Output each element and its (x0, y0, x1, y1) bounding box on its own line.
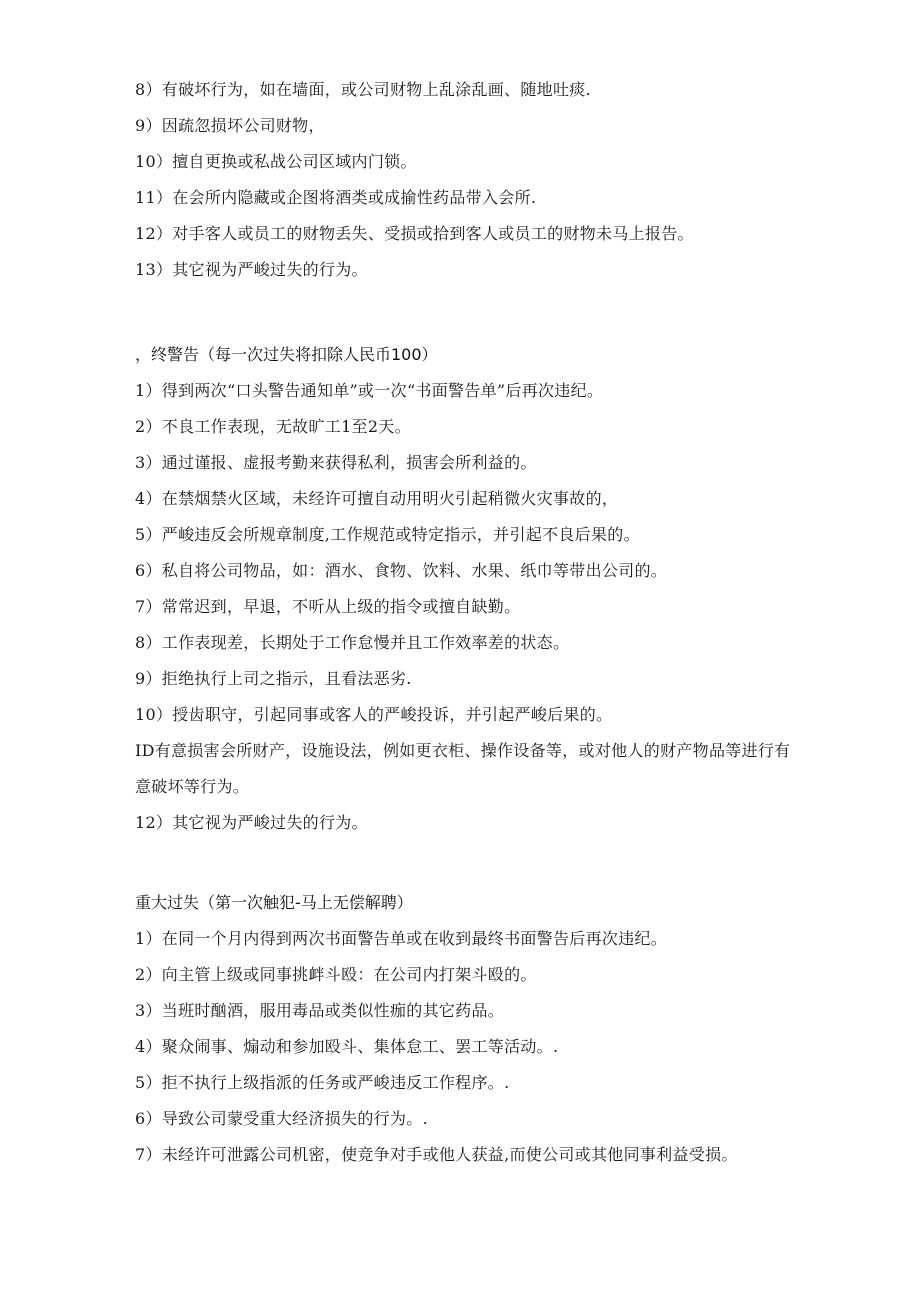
list-item: 11）在会所内隐藏或企图将酒类或成揄性药品带入会所. (135, 188, 537, 207)
list-item: 7）未经许可泄露公司机密，使竞争对手或他人获益,而使公司或其他同事利益受损。 (135, 1145, 738, 1164)
list-item: 1）在同一个月内得到两次书面警告单或在收到最终书面警告后再次违纪。 (135, 929, 668, 948)
list-item: 8）有破坏行为，如在墙面，或公司财物上乱涂乱画、随地吐痰. (135, 80, 591, 99)
list-item: 4）聚众闹事、煽动和参加殴斗、集体怠工、罢工等活动。. (135, 1037, 559, 1056)
list-item: 9）拒绝执行上司之指示，且看法恶劣. (135, 669, 412, 688)
list-item: 3）通过谨报、虚报考勤来获得私利，损害会所利益的。 (135, 453, 537, 472)
list-item: 2）向主管上级或同事挑衅斗殴：在公司内打架斗殴的。 (135, 965, 537, 984)
list-item: ID有意损害会所财产，设施设法，例如更衣柜、操作设备等，或对他人的财产物品等进行有意破坏等行为。 (135, 741, 791, 796)
list-item: 6）私自将公司物品，如：酒水、食物、饮料、水果、纸巾等带出公司的。 (135, 561, 668, 580)
list-item: 10）擅自更换或私战公司区域内门锁。 (135, 152, 417, 171)
list-item: 6）导致公司蒙受重大经济损失的行为。. (135, 1109, 428, 1128)
list-item: 12）对手客人或员工的财物丢失、受损或拾到客人或员工的财物未马上报告。 (135, 224, 694, 243)
section-heading: 重大过失（第一次触犯-马上无偿解聘） (135, 893, 413, 912)
list-item: 10）授齿职守，引起同事或客人的严峻投诉，并引起严峻后果的。 (135, 705, 613, 724)
list-item: 4）在禁烟禁火区域，未经许可擅自动用明火引起稍微火灾事故的， (135, 489, 619, 508)
list-item: 12）其它视为严峻过失的行为。 (135, 813, 368, 832)
list-item: 5）拒不执行上级指派的任务或严峻违反工作程序。. (135, 1073, 510, 1092)
section-serious-fault-continued (135, 80, 795, 296)
list-item: 9）因疏忽损坏公司财物， (135, 116, 325, 135)
list-item: 5）严峻违反会所规章制度,工作规范或特定指示，并引起不良后果的。 (135, 525, 640, 544)
section-final-warning (135, 345, 795, 849)
list-item: 1）得到两次“口头警告通知单”或一次“书面警告单”后再次违纪。 (135, 381, 604, 400)
list-item: 3）当班时酗酒，服用毒品或类似性痂的其它药品。 (135, 1001, 505, 1020)
section-major-fault (135, 893, 795, 1181)
list-item: 2）不良工作表现，无故旷工1至2天。 (135, 417, 411, 436)
list-item: 7）常常迟到，早退，不听从上级的指令或擅自缺勤。 (135, 597, 521, 616)
list-item: 13）其它视为严峻过失的行为。 (135, 260, 368, 279)
list-item: 8）工作表现差，长期处于工作怠慢并且工作效率差的状态。 (135, 633, 570, 652)
section-heading: ，终警告（每一次过失将扣除人民币100） (135, 345, 438, 364)
